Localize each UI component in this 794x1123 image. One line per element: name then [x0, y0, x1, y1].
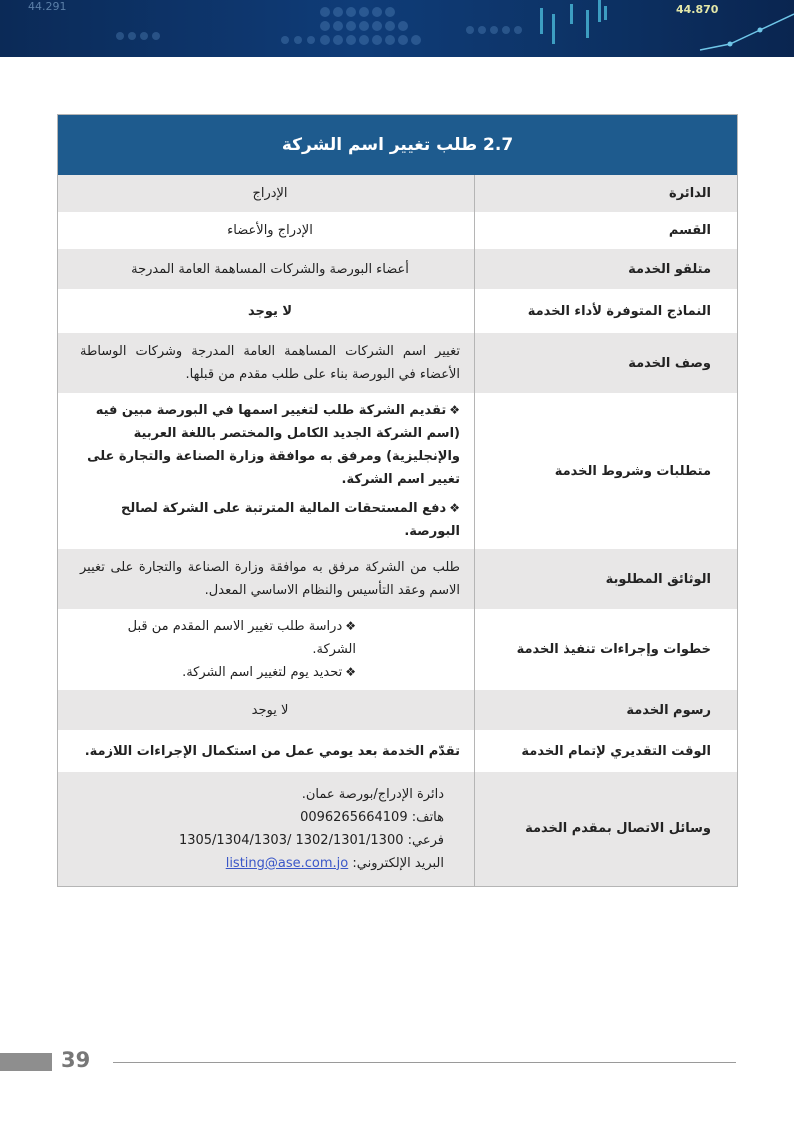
row-label-contact: وسائل الاتصال بمقدم الخدمة [475, 772, 738, 886]
ticker-value-right: 44.870 [676, 3, 719, 16]
row-label-recipients: متلقو الخدمة [475, 249, 738, 289]
row-value-estimated-time: تقدّم الخدمة بعد يومي عمل من استكمال الإجراءات اللازمة. [58, 730, 475, 772]
table-row [58, 333, 738, 393]
row-value-requirements [58, 393, 475, 549]
row-value-documents: طلب من الشركة مرفق به موافقة وزارة الصناعة والتجارة على تغيير الاسم وعقد التأسيس والنظام الاساسي المعدل. [58, 549, 475, 609]
header-banner [0, 0, 794, 57]
row-label-requirements: متطلبات وشروط الخدمة [475, 393, 738, 549]
contact-department: دائرة الإدراج/بورصة عمان. [301, 786, 444, 802]
page-number: 39 [61, 1048, 91, 1072]
table-title: 2.7 طلب تغيير اسم الشركة [58, 115, 738, 176]
table-row [58, 393, 738, 549]
table-row [58, 549, 738, 609]
footer-accent-bar [0, 1053, 52, 1071]
diamond-bullet-icon: ❖ [345, 619, 356, 633]
list-item: ❖تقديم الشركة طلب لتغيير اسمها في البورصة مبين فيه (اسم الشركة الجديد الكامل والمختصر باللغة العربية والإنجليزية) ومرفق به موافقة وزارة الصناعة والتجارة على تغيير اسم الشركة. [87, 403, 460, 487]
row-value-section: الإدراج والأعضاء [58, 212, 475, 249]
contact-extensions: فرعي: 1302/1301/1300 /1305/1304/1303 [178, 832, 444, 848]
table-row [58, 249, 738, 289]
banner-pattern-graphic [0, 0, 794, 57]
table-row [58, 690, 738, 730]
row-label-documents: الوثائق المطلوبة [475, 549, 738, 609]
row-label-forms: النماذج المتوفرة لأداء الخدمة [475, 289, 738, 333]
diamond-bullet-icon: ❖ [449, 403, 460, 417]
email-link[interactable]: listing@ase.com.jo [225, 855, 349, 871]
row-value-steps [58, 609, 475, 690]
table-row [58, 212, 738, 249]
row-value-contact [58, 772, 475, 886]
table-row [58, 609, 738, 690]
row-label-fees: رسوم الخدمة [475, 690, 738, 730]
row-value-fees: لا يوجد [58, 690, 475, 730]
contact-email-label: البريد الإلكتروني: [352, 855, 444, 871]
table-row [58, 730, 738, 772]
contact-email-line [80, 852, 444, 875]
row-label-section: القسم [475, 212, 738, 249]
row-value-department: الإدراج [58, 175, 475, 212]
list-item: ❖تحديد يوم لتغيير اسم الشركة. [182, 665, 356, 680]
steps-list [80, 615, 356, 684]
table-row [58, 289, 738, 333]
table-row [58, 175, 738, 212]
requirements-list [80, 399, 460, 543]
contact-phone: هاتف: 0096265664109 [300, 809, 444, 825]
ticker-value-left: 44.291 [28, 0, 67, 13]
diamond-bullet-icon: ❖ [449, 501, 460, 515]
row-label-estimated-time: الوقت التقديري لإتمام الخدمة [475, 730, 738, 772]
row-label-department: الدائرة [475, 175, 738, 212]
table-row [58, 772, 738, 886]
row-value-forms: لا يوجد [58, 289, 475, 333]
footer-divider [113, 1062, 736, 1063]
diamond-bullet-icon: ❖ [345, 665, 356, 679]
row-value-description: تغيير اسم الشركات المساهمة العامة المدرجة وشركات الوساطة الأعضاء في البورصة بناء على طلب مقدم من قبلها. [58, 333, 475, 393]
list-item: ❖دفع المستحقات المالية المترتبة على الشركة لصالح البورصة. [120, 501, 460, 539]
list-item: ❖دراسة طلب تغيير الاسم المقدم من قبل الشركة. [127, 619, 356, 657]
row-label-description: وصف الخدمة [475, 333, 738, 393]
service-info-table [57, 114, 738, 887]
row-label-steps: خطوات وإجراءات تنفيذ الخدمة [475, 609, 738, 690]
row-value-recipients: أعضاء البورصة والشركات المساهمة العامة المدرجة [58, 249, 475, 289]
